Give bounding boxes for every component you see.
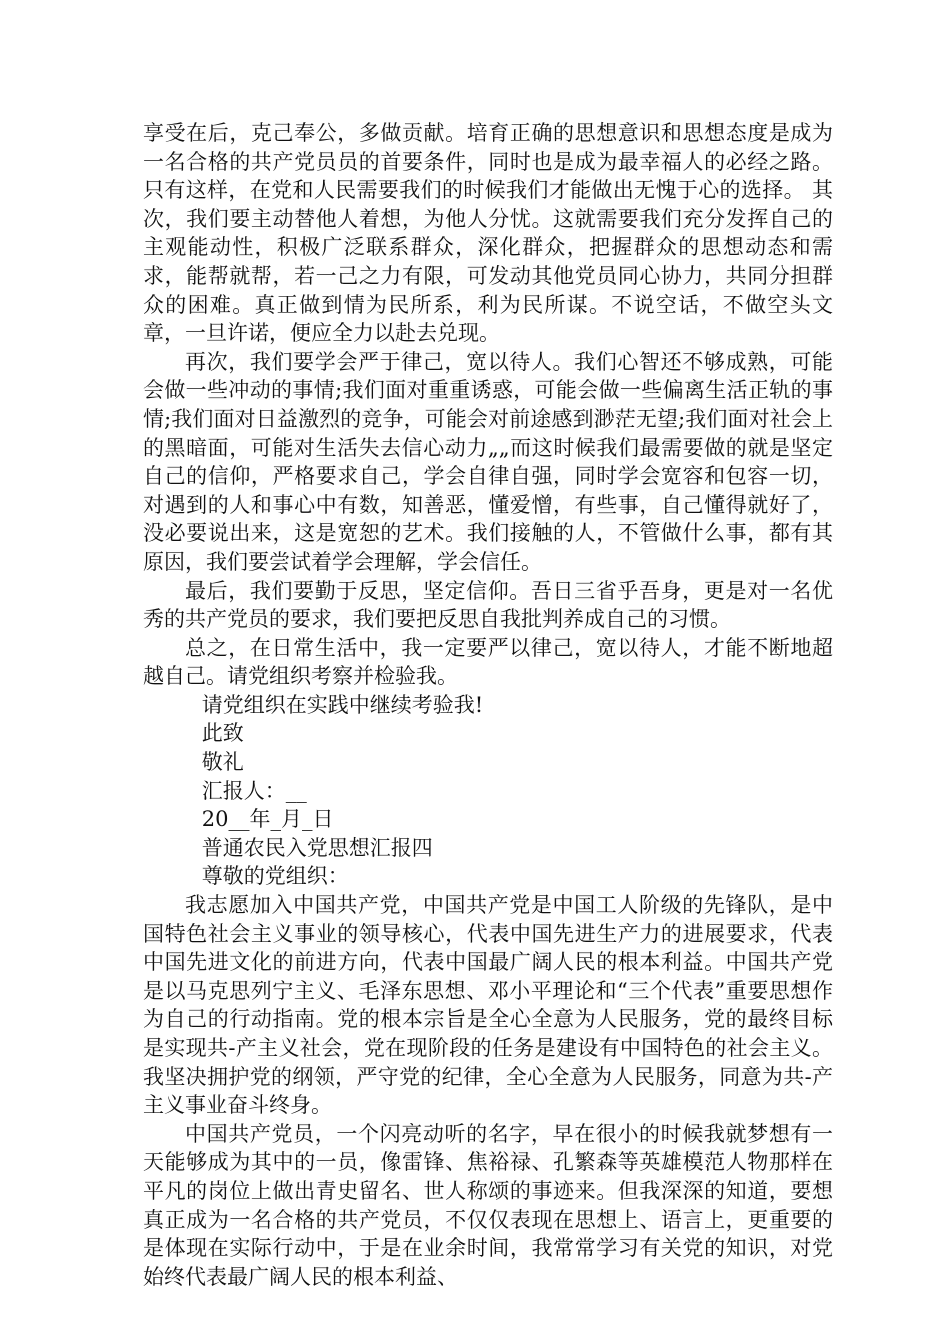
salutation-jingli: 敬礼	[201, 750, 244, 775]
paragraph-conclusion: 总之，在日常生活中，我一定要严以律己，宽以待人，才能不断地超越自己。请党组织考察并检验我。	[143, 635, 833, 689]
paragraph-reflection: 最后，我们要勤于反思，坚定信仰。吾日三省乎吾身，更是对一名优秀的共产党员的要求，我们要把反思自我批判养成自己的习惯。	[143, 578, 833, 632]
section-title: 普通农民入党思想汇报四	[201, 835, 433, 860]
reporter-line: 汇报人：__	[201, 778, 307, 803]
paragraph-self-discipline: 再次，我们要学会严于律己，宽以待人。我们心智还不够成熟，可能会做一些冲动的事情;我们面对重重诱惑，可能会做一些偏离生活正轨的事情;我们面对日益激烈的竞争，可能会对前途感到渺茫无望;我们面对社会上的黑暗面，可能对生活失去信心动力„„而这时候我们最需要做的就是坚定自己的信仰，严格要求自己，学会自律自强，同时学会宽容和包容一切，对遇到的人和事心中有数，知善恶，懂爱憎，有些事，自己懂得就好了，没必要说出来，这是宽恕的艺术。我们接触的人，不管做什么事，都有其原因，我们要尝试着学会理解，学会信任。	[143, 349, 833, 574]
salutation-cizhi: 此致	[201, 721, 244, 746]
paragraph-aspiration: 中国共产党员，一个闪亮动听的名字，早在很小的时候我就梦想有一天能够成为其中的一员，像雷锋、焦裕禄、孔繁森等英雄模范人物那样在平凡的岗位上做出青史留名、世人称颂的事迹来。但我深深的知道，要想真正成为一名合格的共产党员，不仅仅表现在思想上、语言上，更重要的是体现在实际行动中，于是在业余时间，我常常学习有关党的知识，对党始终代表最广阔人民的根本利益、	[143, 1121, 833, 1289]
date-line: 20__年_月_日	[201, 807, 334, 832]
greeting-line: 尊敬的党组织：	[201, 864, 349, 889]
closing-request: 请党组织在实践中继续考验我!	[201, 692, 484, 717]
paragraph-application: 我志愿加入中国共产党，中国共产党是中国工人阶级的先锋队，是中国特色社会主义事业的领导核心，代表中国先进生产力的进展要求，代表中国先进文化的前进方向，代表中国最广阔人民的根本利益。中国共产党是以马克思列宁主义、毛泽东思想、邓小平理论和“三个代表”重要思想作为自己的行动指南。党的根本宗旨是全心全意为人民服务，党的最终目标是实现共-产主义社会，党在现阶段的任务是建设有中国特色的社会主义。我坚决拥护党的纲领，严守党的纪律，全心全意为人民服务，同意为共-产主义事业奋斗终身。	[143, 893, 833, 1118]
paragraph-party-spirit: 享受在后，克己奉公，多做贡献。培育正确的思想意识和思想态度是成为一名合格的共产党员员的首要条件，同时也是成为最幸福人的必经之路。只有这样，在党和人民需要我们的时候我们才能做出无愧于心的选择。 其次，我们要主动替他人着想，为他人分忧。这就需要我们充分发挥自己的主观能动性，积极广泛联系群众，深化群众，把握群众的思想动态和需求，能帮就帮，若一己之力有限，可发动其他党员同心协力，共同分担群众的困难。真正做到情为民所系，利为民所谋。不说空话，不做空头文章，一旦许诺，便应全力以赴去兑现。	[143, 121, 833, 346]
document-body	[143, 119, 833, 1291]
